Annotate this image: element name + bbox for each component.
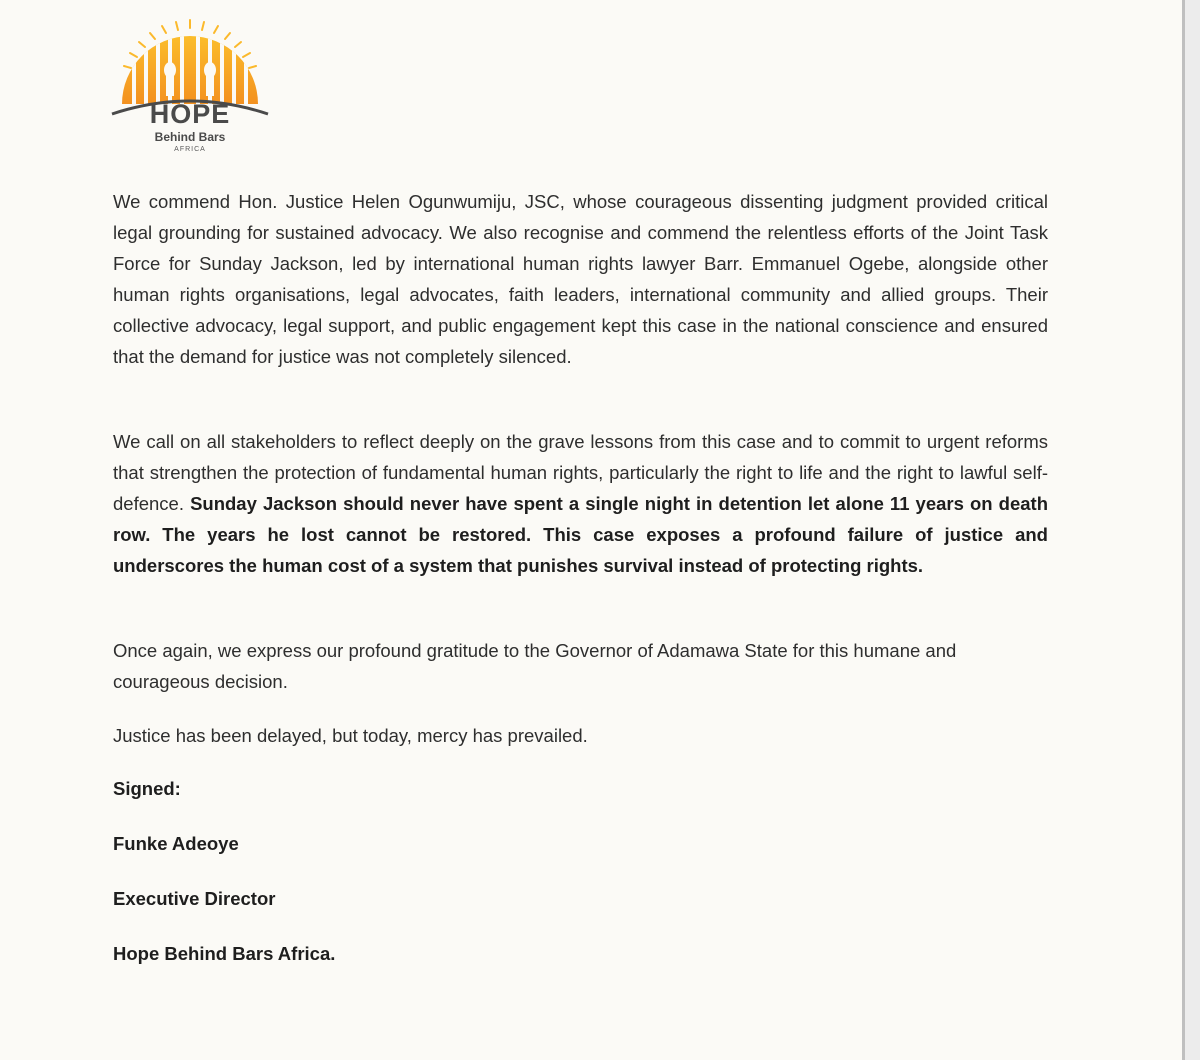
logo-title: HOPE bbox=[149, 99, 231, 129]
paragraph-closing: Justice has been delayed, but today, mercy has prevailed. bbox=[113, 725, 588, 746]
paragraph-gratitude: Once again, we express our profound gratitude to the Governor of Adamawa State for this humane and courageous decision. bbox=[113, 640, 957, 692]
paragraph-call-regular: We call on all stakeholders to reflect deeply on the grave lessons from this case and to commit to urgent reforms that strengthen the protection of fundamental human rights, particularly the right to life and the right to lawful self-defence. bbox=[113, 431, 1048, 514]
signatory-name: Funke Adeoye bbox=[113, 833, 239, 854]
logo-subtitle: Behind Bars bbox=[154, 130, 226, 144]
signed-label: Signed: bbox=[113, 778, 181, 799]
paragraph-commendation: We commend Hon. Justice Helen Ogunwumiju, JSC, whose courageous dissenting judgment provided critical legal grounding for sustained advocacy. We also recognise and commend the relentless efforts of the Joint Task Force for Sunday Jackson, led by international human rights lawyer Barr. Emmanuel Ogebe, alongside other human rights organisations, legal advocates, faith leaders, international community and allied groups. Their collective advocacy, legal support, and public engagement kept this case in the national conscience and ensured that the demand for justice was not completely silenced. bbox=[113, 191, 1048, 367]
page-margin bbox=[1185, 0, 1200, 1060]
paragraph-call-to-action bbox=[113, 426, 1048, 581]
signatory-title: Executive Director bbox=[113, 888, 276, 909]
signatory-organization: Hope Behind Bars Africa. bbox=[113, 943, 336, 964]
logo-region: AFRICA bbox=[174, 146, 206, 153]
hope-behind-bars-logo bbox=[110, 18, 270, 163]
paragraph-call-bold: Sunday Jackson should never have spent a single night in detention let alone 11 years on death row. The years he lost cannot be restored. This case exposes a profound failure of justice and underscores the human cost of a system that punishes survival instead of protecting rights. bbox=[113, 493, 1049, 576]
